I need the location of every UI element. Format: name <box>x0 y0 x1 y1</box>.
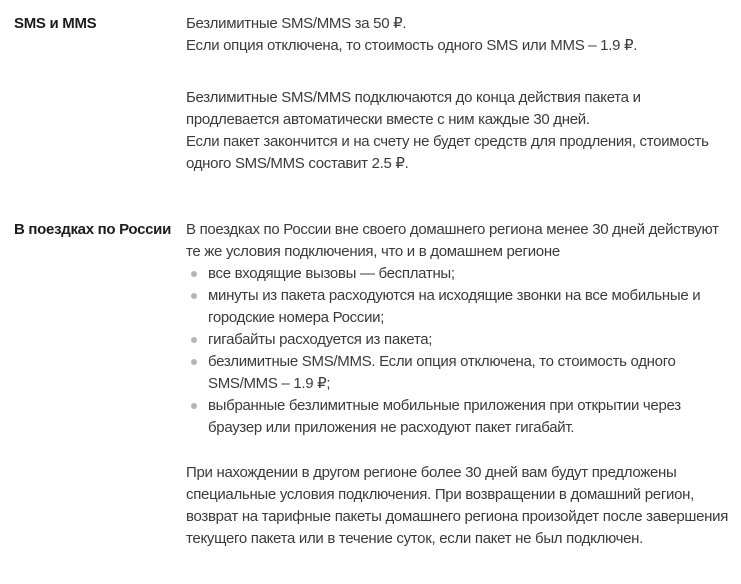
content-column <box>186 13 734 175</box>
list-item-text: безлимитные SMS/MMS. Если опция отключена, то стоимость одного SMS/MMS – 1.9 ₽; <box>208 353 676 392</box>
text-line: При нахождении в другом регионе более 30 дней вам будут предложены специальные условия подключения. При возвращении в домашний регион, возврат на тарифные пакеты домашнего региона произойдет после завершения текущего пакета или в течение суток, если пакет не был подключен. <box>186 464 729 547</box>
bullet-icon <box>191 293 197 299</box>
label-column <box>14 219 186 241</box>
section-travel-russia <box>14 219 741 550</box>
label-column <box>14 13 186 35</box>
list-item-unlimited-sms <box>186 351 734 395</box>
text-line: В поездках по России вне своего домашнего региона менее 30 дней действуют те же условия подключения, что и в домашнем регионе <box>186 221 719 260</box>
list-item-text: минуты из пакета расходуются на исходящие звонки на все мобильные и городские номера России; <box>208 287 701 326</box>
bullet-icon <box>191 359 197 365</box>
bullet-icon <box>191 337 197 343</box>
list-item-gigabytes <box>186 329 734 351</box>
section-title-sms-mms: SMS и MMS <box>14 15 97 32</box>
paragraph-travel-intro <box>186 219 734 263</box>
bullet-icon <box>191 271 197 277</box>
section-title-travel-russia: В поездках по России <box>14 221 172 238</box>
section-sms-mms <box>14 13 741 175</box>
list-item-text: все входящие вызовы — бесплатны; <box>208 265 455 282</box>
content-column <box>186 219 734 550</box>
travel-conditions-list <box>186 263 734 439</box>
text-line: Если пакет закончится и на счету не будет средств для продления, стоимость одного SMS/MMS составит 2.5 ₽. <box>186 133 709 172</box>
paragraph-long-stay <box>186 462 734 550</box>
paragraph-sms-renewal <box>186 87 734 175</box>
paragraph-sms-price <box>186 13 734 57</box>
list-item-text: выбранные безлимитные мобильные приложения при открытии через браузер или приложения не расходуют пакет гигабайт. <box>208 397 681 436</box>
text-line: Безлимитные SMS/MMS подключаются до конца действия пакета и продлевается автоматически вместе с ним каждые 30 дней. <box>186 89 641 128</box>
text-line: Если опция отключена, то стоимость одного SMS или MMS – 1.9 ₽. <box>186 37 638 54</box>
list-item-unlimited-apps <box>186 395 734 439</box>
bullet-icon <box>191 403 197 409</box>
list-item-minutes <box>186 285 734 329</box>
text-line: Безлимитные SMS/MMS за 50 ₽. <box>186 15 407 32</box>
list-item-incoming-calls <box>186 263 734 285</box>
list-item-text: гигабайты расходуется из пакета; <box>208 331 433 348</box>
